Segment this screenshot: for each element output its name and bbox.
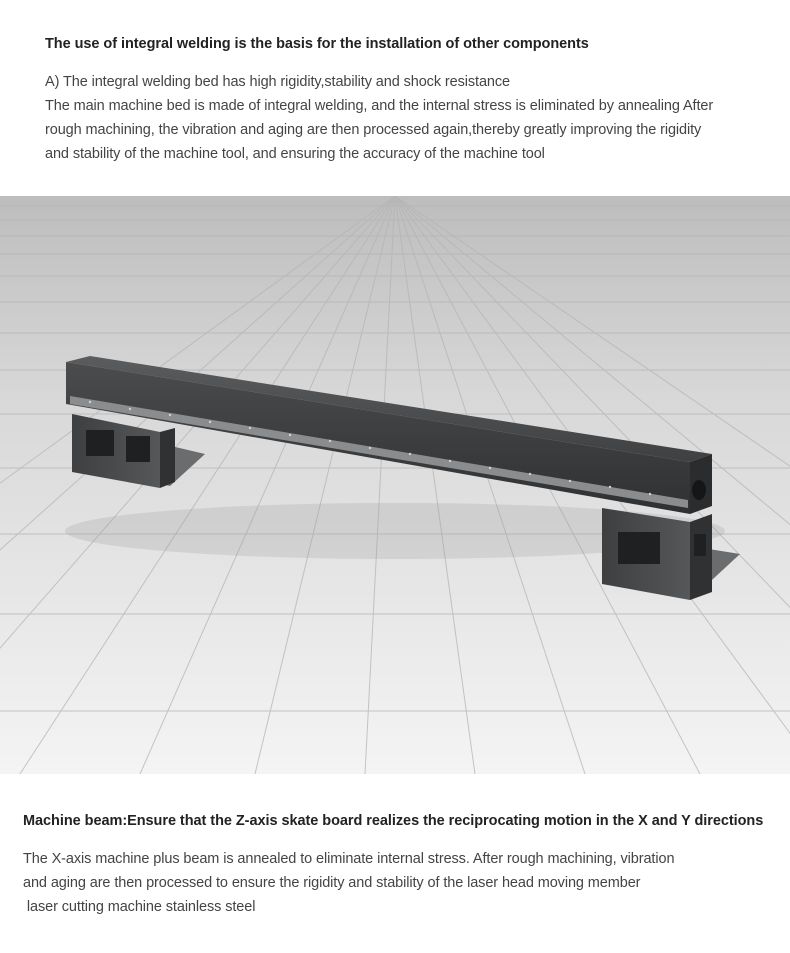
intro-section [0, 0, 790, 196]
machine-beam-photo [0, 196, 790, 774]
left-leg-window [126, 436, 150, 462]
beam-end-hole [692, 480, 706, 500]
body-text-line: and stability of the machine tool, and ensuring the accuracy of the machine tool [45, 146, 545, 162]
body-text-line: rough machining, the vibration and aging are then processed again,thereby greatly improving the rigidity [45, 122, 702, 138]
left-leg-window [86, 430, 114, 456]
body-text-line: The main machine bed is made of integral welding, and the internal stress is eliminated by annealing After [45, 98, 714, 114]
section-heading: The use of integral welding is the basis for the installation of other components [45, 36, 589, 52]
body-text-line: The X-axis machine plus beam is annealed to eliminate internal stress. After rough machining, vibration [23, 851, 675, 867]
section-heading: Machine beam:Ensure that the Z-axis skate board realizes the reciprocating motion in the X and Y directions [23, 813, 764, 829]
body-text-line: and aging are then processed to ensure the rigidity and stability of the laser head moving member [23, 875, 641, 891]
right-leg-window [694, 534, 706, 556]
right-leg-window [618, 532, 660, 564]
body-text-line: laser cutting machine stainless steel [23, 899, 256, 915]
beam-section [0, 774, 790, 953]
body-text-line: A) The integral welding bed has high rigidity,stability and shock resistance [45, 74, 510, 90]
